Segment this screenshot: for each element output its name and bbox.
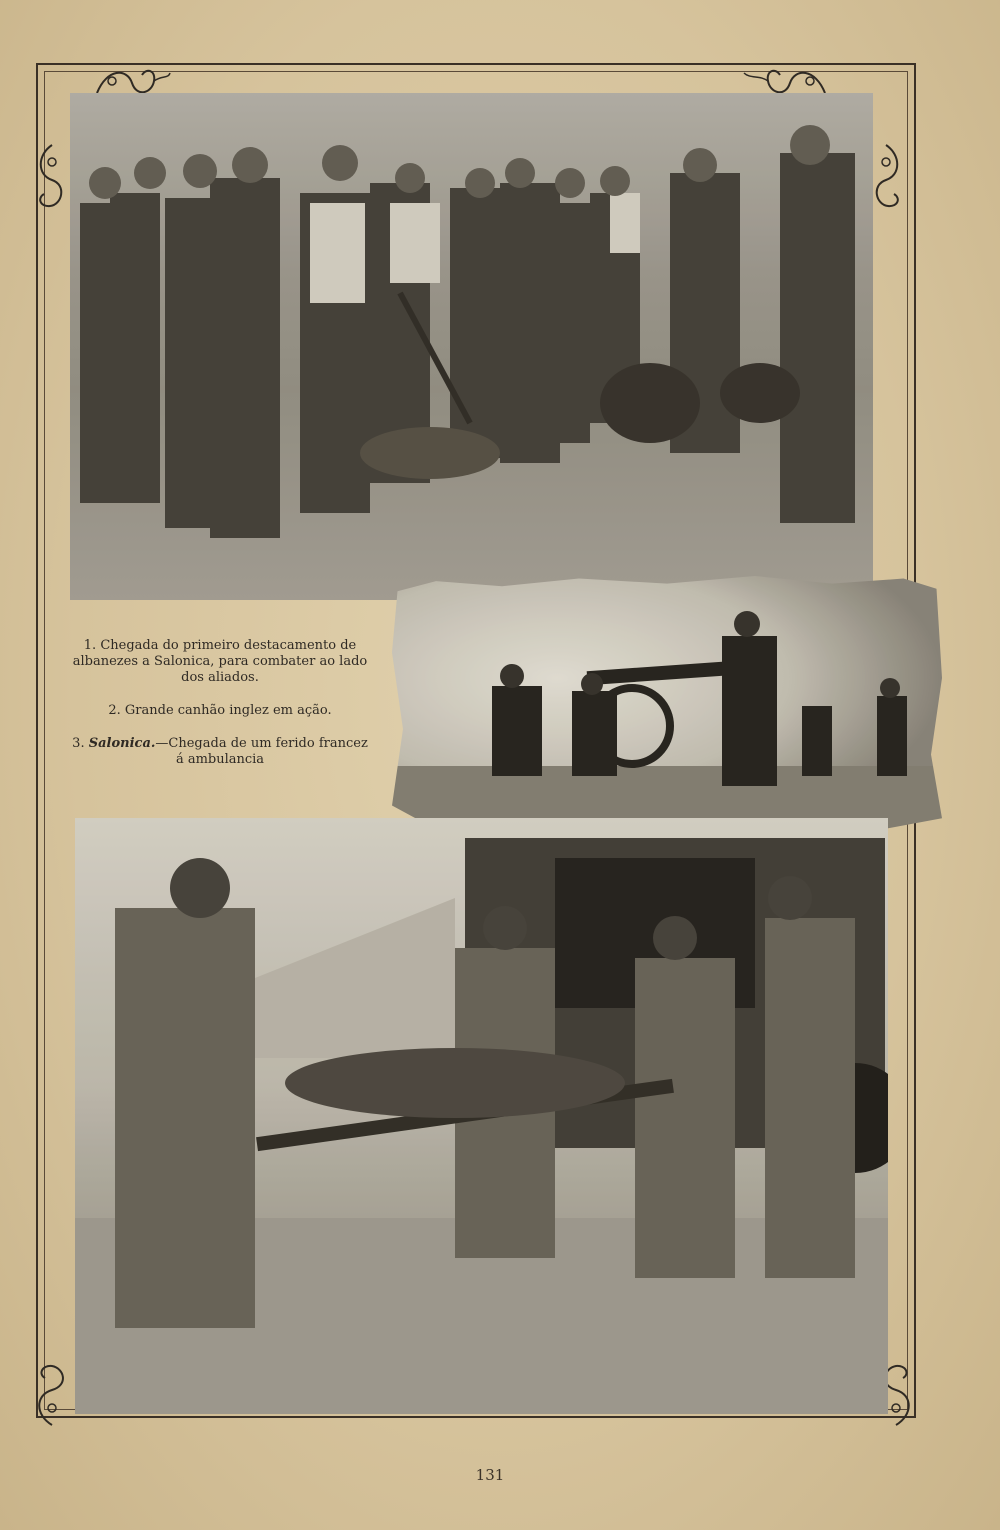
ornament-bottom-left-icon (30, 1360, 74, 1430)
photo-captions (70, 638, 370, 785)
ornament-left-icon (32, 140, 72, 220)
photo-albanian-detachment (70, 93, 873, 600)
caption-3-place: Salonica. (88, 736, 156, 751)
photo-wounded-soldier (75, 818, 888, 1414)
caption-3-text: —Chegada de um ferido francez á ambulancia (155, 736, 368, 767)
caption-3-number: 3. (72, 736, 85, 751)
caption-3 (70, 736, 370, 768)
caption-1: 1. Chegada do primeiro destacamento de albanezes a Salonica, para combater ao lado dos aliados. (72, 638, 368, 685)
photo-british-cannon (392, 576, 942, 831)
caption-2: 2. Grande canhão inglez em ação. (108, 703, 332, 718)
page-number: 131 (475, 1466, 505, 1484)
